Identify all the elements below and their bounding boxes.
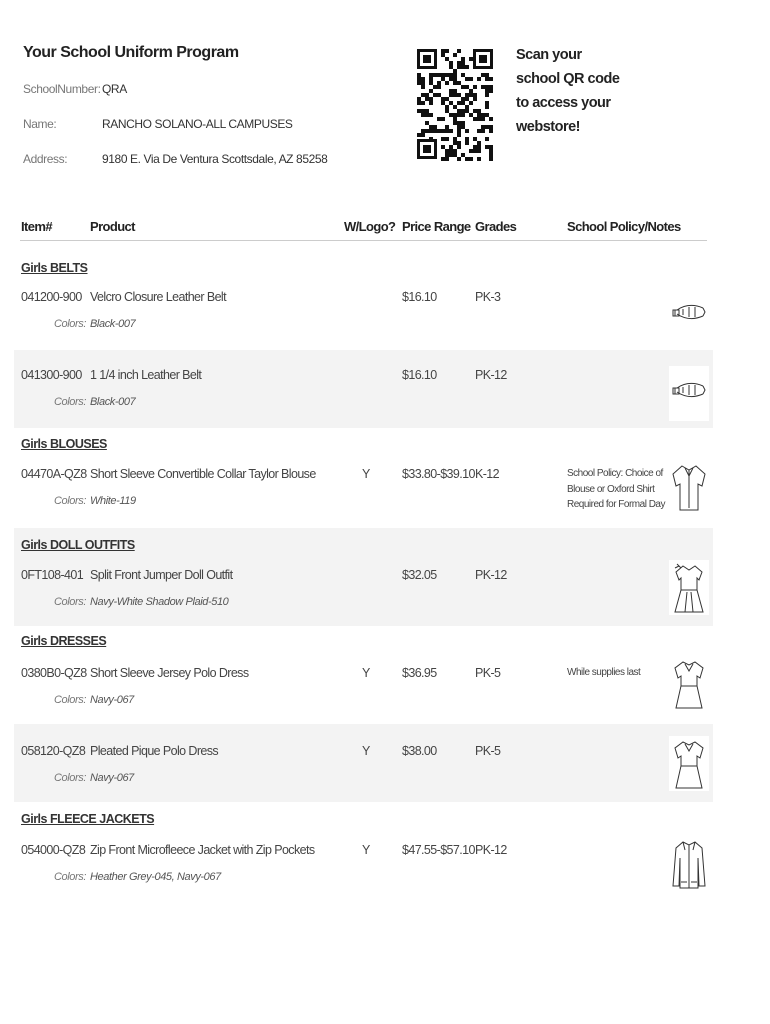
address-value: 9180 E. Via De Ventura Scottsdale, AZ 85258 [102, 152, 328, 166]
item-number: 0FT108-401 [21, 568, 84, 582]
price-range: $16.10 [402, 290, 437, 304]
price-range: $38.00 [402, 744, 437, 758]
category-heading: Girls FLEECE JACKETS [21, 812, 155, 826]
colors-value: White-119 [90, 495, 136, 507]
grades: PK-12 [475, 843, 507, 857]
colors-value: Heather Grey-045, Navy-067 [90, 871, 221, 883]
policy-note: School Policy: Choice of Blouse or Oxford Shirt Required for Formal Day [567, 468, 665, 510]
grades: K-12 [475, 467, 500, 481]
colors-value: Navy-White Shadow Plaid-510 [90, 596, 229, 608]
colors-value: Navy-067 [90, 694, 134, 706]
scan-qr-text: Scan your school QR code to access your webstore! [516, 47, 620, 135]
item-number: 058120-QZ8 [21, 744, 86, 758]
jacket-icon[interactable] [669, 836, 709, 891]
item-number: 041200-900 [21, 290, 82, 304]
grades: PK-5 [475, 666, 501, 680]
item-number: 041300-900 [21, 368, 82, 382]
doll-outfit-icon[interactable] [669, 560, 709, 615]
product-name: Short Sleeve Jersey Polo Dress [90, 666, 249, 680]
price-range: $32.05 [402, 568, 437, 582]
col-product: Product [90, 219, 135, 234]
item-number: 04470A-QZ8 [21, 467, 87, 481]
price-range: $36.95 [402, 666, 437, 680]
header-divider [20, 240, 707, 241]
col-notes: School Policy/Notes [567, 219, 681, 234]
page-title: Your School Uniform Program [23, 44, 239, 61]
product-name: Split Front Jumper Doll Outfit [90, 568, 233, 582]
school-number-value: QRA [102, 82, 127, 96]
dress-icon[interactable] [669, 736, 709, 791]
item-number: 054000-QZ8 [21, 843, 86, 857]
school-number-label: SchoolNumber: [23, 82, 101, 96]
policy-note: While supplies last [567, 667, 641, 678]
colors-label: Colors: [54, 772, 87, 784]
col-grades: Grades [475, 219, 517, 234]
product-name: Short Sleeve Convertible Collar Taylor Blouse [90, 467, 316, 481]
item-number: 0380B0-QZ8 [21, 666, 87, 680]
price-range: $33.80-$39.10 [402, 467, 475, 481]
school-name-label: Name: [23, 117, 57, 131]
colors-label: Colors: [54, 596, 87, 608]
category-heading: Girls BLOUSES [21, 437, 107, 451]
colors-value: Black-007 [90, 396, 136, 408]
colors-label: Colors: [54, 495, 87, 507]
with-logo-value: Y [362, 744, 370, 758]
belt-icon[interactable] [669, 288, 709, 343]
grades: PK-12 [475, 568, 507, 582]
colors-label: Colors: [54, 396, 87, 408]
product-name: 1 1/4 inch Leather Belt [90, 368, 202, 382]
qr-code-icon[interactable] [417, 44, 493, 164]
row-band [14, 724, 713, 802]
school-name-value: RANCHO SOLANO-ALL CAMPUSES [102, 117, 293, 131]
product-name: Velcro Closure Leather Belt [90, 290, 226, 304]
colors-label: Colors: [54, 318, 87, 330]
col-item: Item# [21, 219, 52, 234]
colors-value: Navy-067 [90, 772, 134, 784]
category-heading: Girls BELTS [21, 261, 88, 275]
with-logo-value: Y [362, 666, 370, 680]
col-logo: W/Logo? [344, 219, 396, 234]
grades: PK-5 [475, 744, 501, 758]
price-range: $16.10 [402, 368, 437, 382]
category-heading: Girls DRESSES [21, 634, 107, 648]
with-logo-value: Y [362, 467, 370, 481]
dress-icon[interactable] [669, 656, 709, 711]
grades: PK-3 [475, 290, 501, 304]
colors-label: Colors: [54, 871, 87, 883]
belt-icon[interactable] [669, 366, 709, 421]
row-band [14, 350, 713, 428]
product-name: Pleated Pique Polo Dress [90, 744, 219, 758]
grades: PK-12 [475, 368, 507, 382]
with-logo-value: Y [362, 843, 370, 857]
colors-label: Colors: [54, 694, 87, 706]
col-price: Price Range [402, 219, 471, 234]
colors-value: Black-007 [90, 318, 136, 330]
product-name: Zip Front Microfleece Jacket with Zip Pockets [90, 843, 315, 857]
address-label: Address: [23, 152, 68, 166]
category-heading: Girls DOLL OUTFITS [21, 538, 135, 552]
price-range: $47.55-$57.10 [402, 843, 475, 857]
blouse-icon[interactable] [669, 460, 709, 515]
